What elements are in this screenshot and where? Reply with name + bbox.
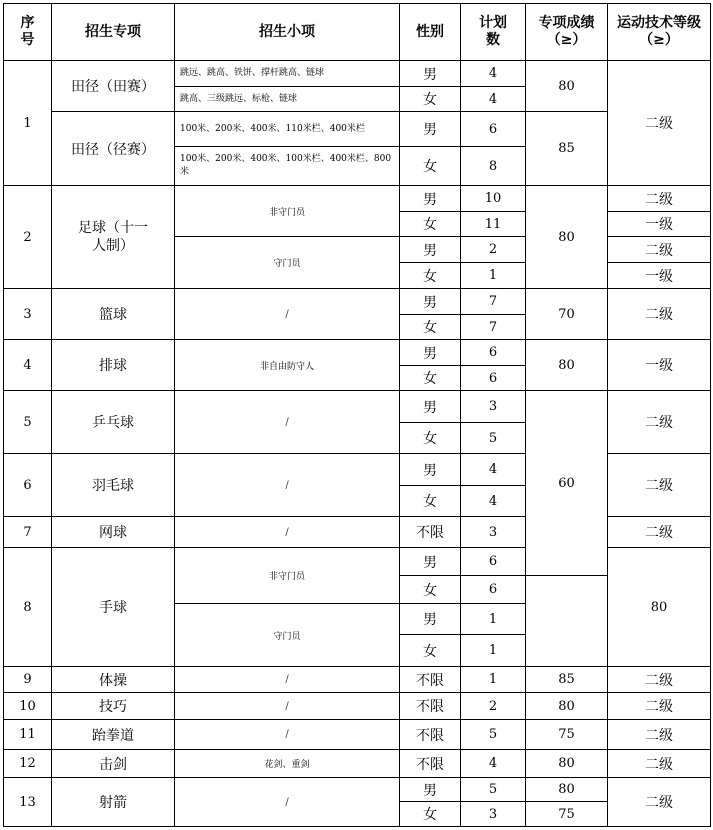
plan-cell: 2 — [461, 237, 526, 263]
specialty-cell: 田径（径赛） — [52, 112, 175, 186]
level-cell: 一级 — [608, 212, 711, 237]
specialty-cell: 篮球 — [52, 289, 175, 340]
subitem-cell: / — [175, 289, 400, 340]
plan-cell: 3 — [461, 802, 526, 827]
gender-cell: 不限 — [400, 693, 461, 720]
plan-cell: 4 — [461, 750, 526, 778]
gender-cell: 不限 — [400, 720, 461, 750]
gender-cell: 男 — [400, 112, 461, 147]
header-seq: 序号 — [4, 4, 52, 61]
score-cell: 80 — [526, 778, 608, 802]
level-cell: 二级 — [608, 667, 711, 693]
plan-cell: 6 — [461, 112, 526, 147]
level-cell: 一级 — [608, 263, 711, 289]
plan-cell: 4 — [461, 61, 526, 87]
level-cell: 二级 — [608, 61, 711, 186]
gender-cell: 女 — [400, 486, 461, 517]
seq-cell: 10 — [4, 693, 52, 720]
admissions-table — [3, 3, 711, 827]
gender-cell: 女 — [400, 315, 461, 340]
gender-cell: 男 — [400, 604, 461, 635]
gender-cell: 女 — [400, 212, 461, 237]
score-cell: 70 — [526, 289, 608, 340]
gender-cell: 男 — [400, 237, 461, 263]
subitem-cell: 非守门员 — [175, 186, 400, 237]
subitem-cell: / — [175, 517, 400, 548]
gender-cell: 不限 — [400, 517, 461, 548]
level-cell: 一级 — [608, 340, 711, 391]
subitem-cell: / — [175, 778, 400, 827]
plan-cell: 3 — [461, 517, 526, 548]
table-row — [4, 340, 711, 366]
subitem-cell: / — [175, 667, 400, 693]
specialty-cell: 射箭 — [52, 778, 175, 827]
seq-cell: 13 — [4, 778, 52, 827]
header-score: 专项成绩（≥） — [526, 4, 608, 61]
specialty-cell: 羽毛球 — [52, 454, 175, 517]
subitem-cell: / — [175, 720, 400, 750]
gender-cell: 男 — [400, 391, 461, 423]
gender-cell: 男 — [400, 186, 461, 212]
score-cell: 80 — [526, 186, 608, 289]
subitem-cell: 100米、200米、400米、110米栏、400米栏 — [175, 112, 400, 147]
header-gender: 性别 — [400, 4, 461, 61]
subitem-cell: 守门员 — [175, 237, 400, 289]
table-row — [4, 61, 711, 87]
specialty-cell: 跆拳道 — [52, 720, 175, 750]
gender-cell: 女 — [400, 802, 461, 827]
plan-cell: 5 — [461, 778, 526, 802]
gender-cell: 男 — [400, 778, 461, 802]
plan-cell: 6 — [461, 548, 526, 576]
plan-cell: 1 — [461, 667, 526, 693]
gender-cell: 女 — [400, 635, 461, 667]
plan-cell: 6 — [461, 576, 526, 604]
plan-cell: 6 — [461, 366, 526, 391]
seq-cell: 11 — [4, 720, 52, 750]
header-level: 运动技术等级（≥） — [608, 4, 711, 61]
score-cell: 80 — [526, 750, 608, 778]
seq-cell: 2 — [4, 186, 52, 289]
level-cell: 二级 — [608, 289, 711, 340]
score-cell: 75 — [526, 720, 608, 750]
gender-cell: 女 — [400, 147, 461, 186]
specialty-cell: 体操 — [52, 667, 175, 693]
plan-cell: 5 — [461, 720, 526, 750]
plan-cell: 1 — [461, 263, 526, 289]
specialty-cell: 排球 — [52, 340, 175, 391]
seq-cell: 5 — [4, 391, 52, 454]
table-row — [4, 289, 711, 315]
gender-cell: 男 — [400, 289, 461, 315]
seq-cell: 8 — [4, 548, 52, 667]
gender-cell: 男 — [400, 340, 461, 366]
score-cell: 85 — [526, 667, 608, 693]
gender-cell: 女 — [400, 423, 461, 454]
subitem-cell: 花剑、重剑 — [175, 750, 400, 778]
table-row — [4, 667, 711, 693]
score-cell: 80 — [526, 61, 608, 112]
seq-cell: 12 — [4, 750, 52, 778]
level-cell: 二级 — [608, 186, 711, 212]
seq-cell: 7 — [4, 517, 52, 548]
header-plan: 计划数 — [461, 4, 526, 61]
gender-cell: 女 — [400, 576, 461, 604]
plan-cell: 3 — [461, 391, 526, 423]
seq-cell: 3 — [4, 289, 52, 340]
plan-cell: 2 — [461, 693, 526, 720]
level-cell: 二级 — [608, 778, 711, 827]
table-row — [4, 112, 711, 147]
level-cell: 二级 — [608, 720, 711, 750]
score-cell: 60 — [526, 391, 608, 576]
level-cell: 二级 — [608, 391, 711, 454]
specialty-cell: 足球（十一人制） — [52, 186, 175, 289]
score-cell: 80 — [608, 548, 711, 667]
specialty-cell: 击剑 — [52, 750, 175, 778]
gender-cell: 女 — [400, 263, 461, 289]
subitem-cell: 100米、200米、400米、100米栏、400米栏、800米 — [175, 147, 400, 186]
level-cell: 二级 — [608, 517, 711, 548]
score-cell: 85 — [526, 112, 608, 186]
subitem-cell: / — [175, 391, 400, 454]
plan-cell: 11 — [461, 212, 526, 237]
specialty-cell: 网球 — [52, 517, 175, 548]
specialty-cell: 技巧 — [52, 693, 175, 720]
plan-cell: 7 — [461, 315, 526, 340]
header-specialty: 招生专项 — [52, 4, 175, 61]
plan-cell: 4 — [461, 486, 526, 517]
subitem-cell: 非自由防守人 — [175, 340, 400, 391]
table-row — [4, 750, 711, 778]
gender-cell: 不限 — [400, 750, 461, 778]
table-row — [4, 720, 711, 750]
table-row — [4, 778, 711, 802]
gender-cell: 男 — [400, 548, 461, 576]
gender-cell: 男 — [400, 61, 461, 87]
gender-cell: 女 — [400, 87, 461, 112]
score-cell: 75 — [526, 802, 608, 827]
plan-cell: 8 — [461, 147, 526, 186]
specialty-cell: 乒乓球 — [52, 391, 175, 454]
table-row — [4, 693, 711, 720]
level-cell: 二级 — [608, 237, 711, 263]
plan-cell: 4 — [461, 87, 526, 112]
table-row — [4, 186, 711, 212]
subitem-cell: / — [175, 454, 400, 517]
gender-cell: 女 — [400, 366, 461, 391]
header-subitem: 招生小项 — [175, 4, 400, 61]
specialty-cell: 田径（田赛） — [52, 61, 175, 112]
level-cell: 二级 — [608, 750, 711, 778]
header-row — [4, 4, 711, 61]
level-cell: 二级 — [608, 454, 711, 517]
seq-cell: 1 — [4, 61, 52, 186]
seq-cell: 9 — [4, 667, 52, 693]
score-cell: 80 — [526, 340, 608, 391]
level-cell: 二级 — [608, 693, 711, 720]
plan-cell: 4 — [461, 454, 526, 486]
subitem-cell: 跳高、三级跳远、标枪、链球 — [175, 87, 400, 112]
plan-cell: 6 — [461, 340, 526, 366]
seq-cell: 6 — [4, 454, 52, 517]
subitem-cell: 跳远、跳高、铁饼、撑杆跳高、链球 — [175, 61, 400, 87]
plan-cell: 10 — [461, 186, 526, 212]
seq-cell: 4 — [4, 340, 52, 391]
plan-cell: 1 — [461, 604, 526, 635]
plan-cell: 1 — [461, 635, 526, 667]
gender-cell: 男 — [400, 454, 461, 486]
subitem-cell: 非守门员 — [175, 548, 400, 604]
score-cell: 80 — [526, 693, 608, 720]
plan-cell: 5 — [461, 423, 526, 454]
subitem-cell: / — [175, 693, 400, 720]
table-row — [4, 391, 711, 423]
plan-cell: 7 — [461, 289, 526, 315]
subitem-cell: 守门员 — [175, 604, 400, 667]
gender-cell: 不限 — [400, 667, 461, 693]
specialty-cell: 手球 — [52, 548, 175, 667]
